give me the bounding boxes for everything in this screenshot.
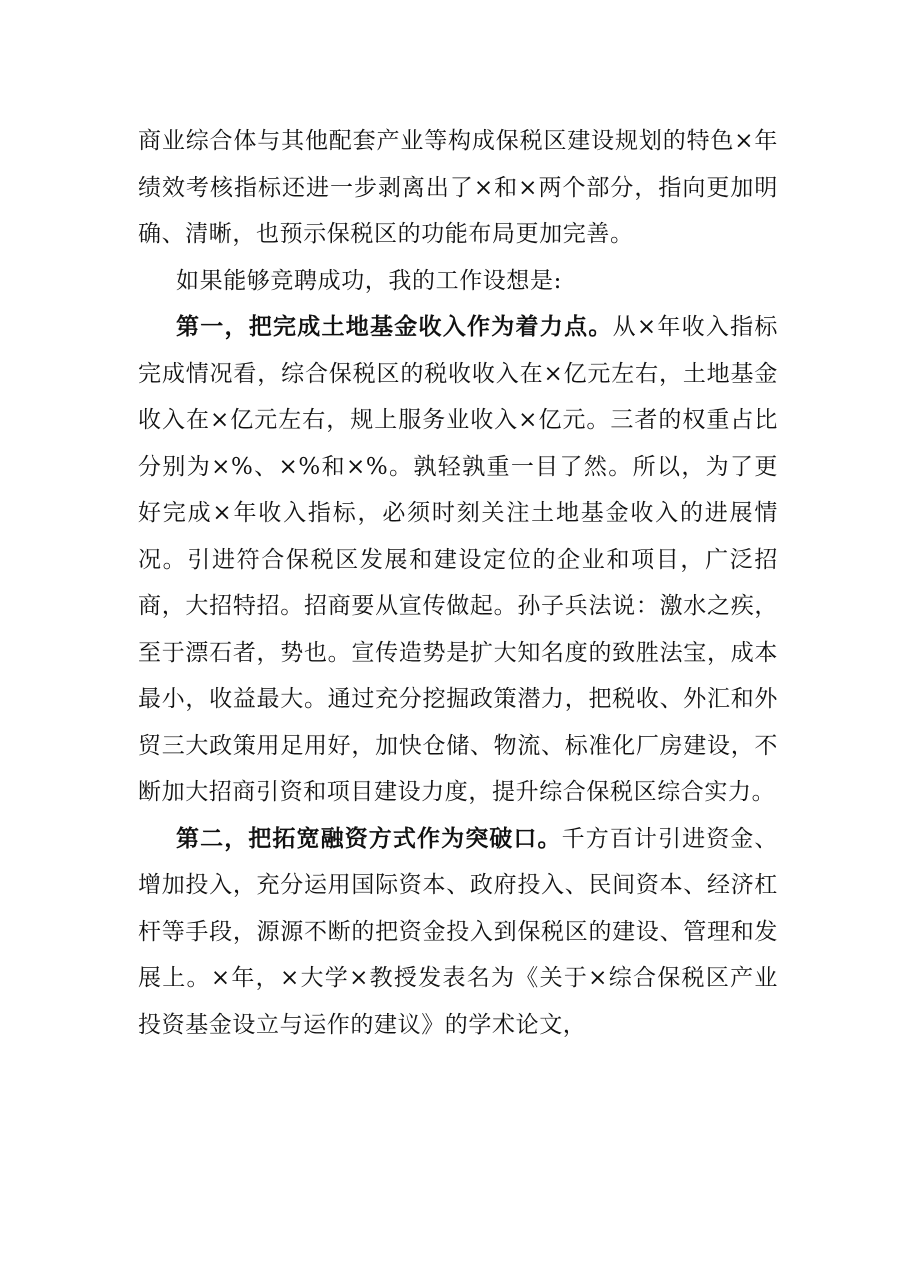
- paragraph-first-point: [138, 304, 778, 816]
- paragraph-second-point: [138, 816, 778, 1049]
- document-body: [138, 118, 778, 1048]
- paragraph-text: 商业综合体与其他配套产业等构成保税区建设规划的特色×年绩效考核指标还进一步剥离出了×和×两个部分，指向更加明确、清晰，也预示保税区的功能布局更加完善。: [138, 128, 778, 247]
- paragraph-text: 从×年收入指标完成情况看，综合保税区的税收收入在×亿元左右，土地基金收入在×亿元左右，规上服务业收入×亿元。三者的权重占比分别为×%、×%和×%。孰轻孰重一目了然。所以，为了更好完成×年收入指标，必须时刻关注土地基金收入的进展情况。引进符合保税区发展和建设定位的企业和项目，广泛招商，大招特招。招商要从宣传做起。孙子兵法说：激水之疾，至于漂石者，势也。宣传造势是扩大知名度的致胜法宝，成本最小，收益最大。通过充分挖掘政策潜力，把税收、外汇和外贸三大政策用足用好，加快仓储、物流、标准化厂房建设，不断加大招商引资和项目建设力度，提升综合保税区综合实力。: [138, 314, 778, 805]
- paragraph-lead-heading: 第一，把完成土地基金收入作为着力点。: [176, 313, 613, 340]
- paragraph-text: 如果能够竞聘成功，我的工作设想是:: [176, 267, 562, 294]
- paragraph-text: 千方百计引进资金、增加投入，充分运用国际资本、政府投入、民间资本、经济杠杆等手段，源源不断的把资金投入到保税区的建设、管理和发展上。×年，×大学×教授发表名为《关于×综合保税区产业投资基金设立与运作的建议》的学术论文，: [138, 825, 778, 1038]
- paragraph-intro-continued: [138, 118, 778, 258]
- paragraph-lead-heading: 第二，把拓宽融资方式作为突破口。: [176, 824, 562, 852]
- paragraph-work-plan-intro: [138, 258, 778, 305]
